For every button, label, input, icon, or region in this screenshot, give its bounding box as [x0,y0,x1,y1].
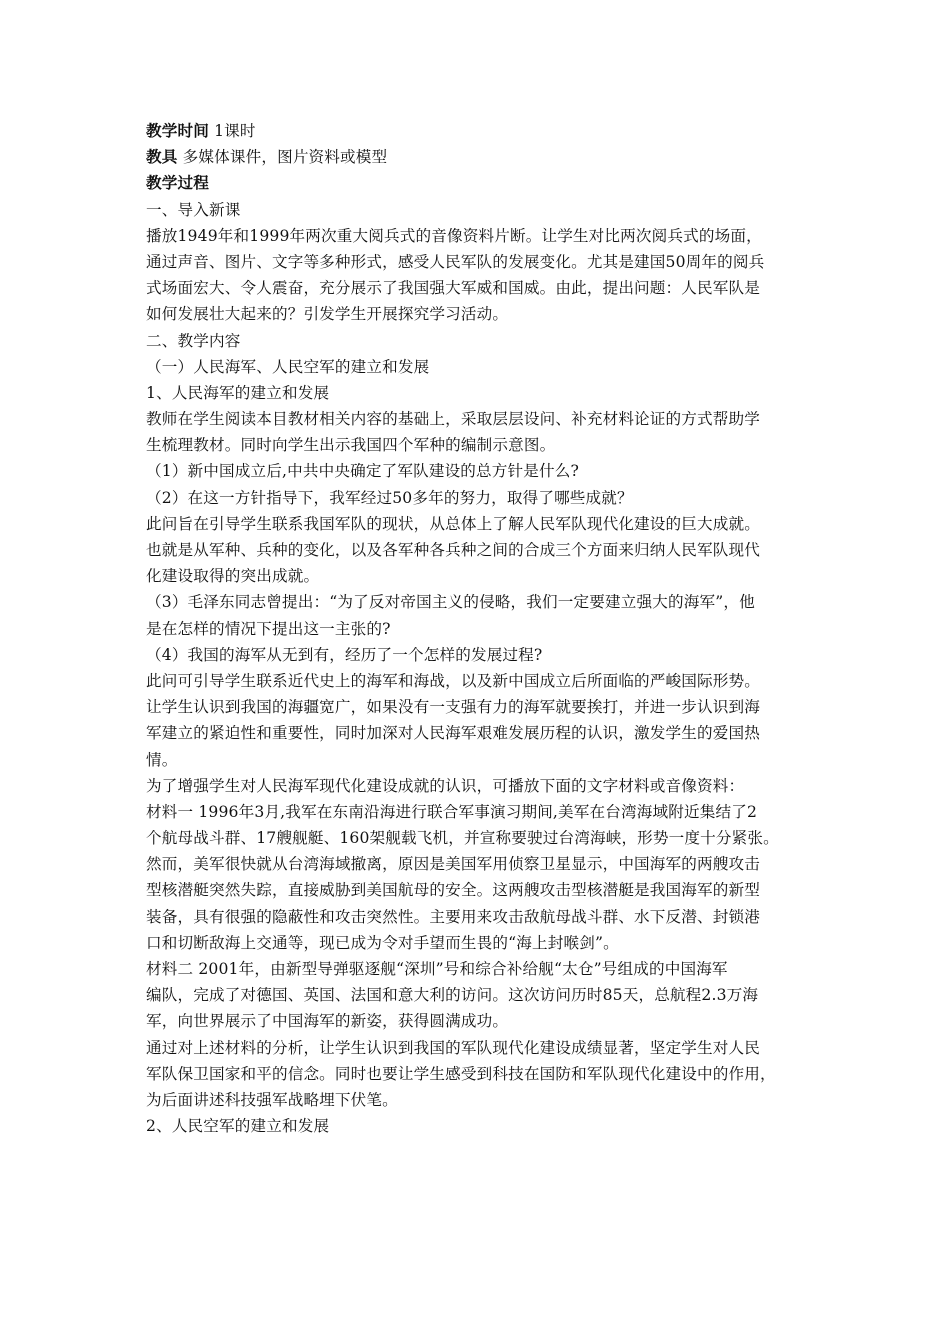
paragraph-line: 2、人民空军的建立和发展 [146,1117,330,1136]
paragraph-line: 材料二 2001年，由新型导弹驱逐舰“深圳”号和综合补给舰“太仓”号组成的中国海军 [146,960,728,978]
meta-teaching-aids [146,144,812,170]
paragraph-line: （2）在这一方针指导下，我军经过50多年的努力，取得了哪些成就？ [146,488,633,507]
paragraph-line: 军，向世界展示了中国海军的新姿，获得圆满成功。 [146,1012,509,1031]
paragraph-line: 编队，完成了对德国、英国、法国和意大利的访问。这次访问历时85天，总航程2.3万海 [146,986,759,1005]
paragraph-line: 二、教学内容 [146,331,241,350]
paragraph-line: 1、人民海军的建立和发展 [146,383,330,402]
paragraph-line: 如何发展壮大起来的？引发学生开展探究学习活动。 [146,305,509,324]
paragraph-line: 式场面宏大、令人震奋，充分展示了我国强大军威和国威。由此，提出问题：人民军队是 [146,279,761,298]
paragraph-line: 为了增强学生对人民海军现代化建设成就的认识，可播放下面的文字材料或音像资料： [146,776,745,795]
paragraph-line: 通过对上述材料的分析，让学生认识到我国的军队现代化建设成绩显著，坚定学生对人民 [146,1038,761,1057]
paragraph-line: 军建立的紧迫性和重要性，同时加深对人民海军艰难发展历程的认识，激发学生的爱国热 [146,724,761,743]
meta-teaching-time [146,118,812,144]
body-text [146,197,812,1140]
paragraph-line: 然而，美军很快就从台湾海域撤离，原因是美国军用侦察卫星显示，中国海军的两艘攻击 [146,855,761,874]
paragraph-line: 通过声音、图片、文字等多种形式，感受人民军队的发展变化。尤其是建国50周年的阅兵 [146,252,765,271]
paragraph-line: 也就是从军种、兵种的变化，以及各军种各兵种之间的合成三个方面来归纳人民军队现代 [146,541,761,559]
paragraph-line: 是在怎样的情况下提出这一主张的? [146,619,391,638]
paragraph-line: （1）新中国成立后,中共中央确定了军队建设的总方针是什么? [146,462,580,481]
meta-value: 多媒体课件，图片资料或模型 [177,148,388,167]
meta-label: 教具 [146,147,178,167]
paragraph-line: 军队保卫国家和平的信念。同时也要让学生感受到科技在国防和军队现代化建设中的作用， [146,1064,776,1083]
section-heading: 教学过程 [146,173,209,193]
paragraph-line: （一）人民海军、人民空军的建立和发展 [146,357,430,376]
paragraph-line: （4）我国的海军从无到有，经历了一个怎样的发展过程? [146,645,543,664]
meta-label: 教学时间 [146,121,209,140]
paragraph-line: 生梳理教材。同时向学生出示我国四个军种的编制示意图。 [146,436,556,455]
paragraph-line: 化建设取得的突出成就。 [146,567,320,586]
paragraph-line: 教师在学生阅读本目教材相关内容的基础上，采取层层设问、补充材料论证的方式帮助学 [146,410,761,429]
paragraph-line: 一、导入新课 [146,200,241,219]
paragraph-line: 型核潜艇突然失踪，直接威胁到美国航母的安全。这两艘攻击型核潜艇是我国海军的新型 [146,881,761,900]
paragraph-line: 此问旨在引导学生联系我国军队的现状，从总体上了解人民军队现代化建设的巨大成就。 [146,514,761,533]
paragraph-line: 个航母战斗群、17艘舰艇、160架舰载飞机，并宣称要驶过台湾海峡，形势一度十分紧张。 [146,829,779,848]
paragraph-line: 装备，具有很强的隐蔽性和攻击突然性。主要用来攻击敌航母战斗群、水下反潜、封锁港 [146,907,761,926]
paragraph-line: 材料一 1996年3月,我军在东南沿海进行联合军事演习期间,美军在台湾海域附近集结了2 [146,802,758,821]
paragraph-line: 此问可引导学生联系近代史上的海军和海战，以及新中国成立后所面临的严峻国际形势。 [146,671,761,690]
meta-value: 1课时 [208,122,256,140]
paragraph-line: 情。 [146,750,178,769]
paragraph-line: （3）毛泽东同志曾提出：“为了反对帝国主义的侵略，我们一定要建立强大的海军”，他 [146,593,755,612]
paragraph-line: 为后面讲述科技强军战略埋下伏笔。 [146,1090,398,1109]
paragraph-line: 播放1949年和1999年两次重大阅兵式的音像资料片断。让学生对比两次阅兵式的场面， [146,226,762,245]
paragraph-line: 让学生认识到我国的海疆宽广，如果没有一支强有力的海军就要挨打，并进一步认识到海 [146,698,761,717]
paragraph-line: 口和切断敌海上交通等，现已成为令对手望而生畏的“海上封喉剑”。 [146,933,619,952]
document-page [146,118,812,1139]
